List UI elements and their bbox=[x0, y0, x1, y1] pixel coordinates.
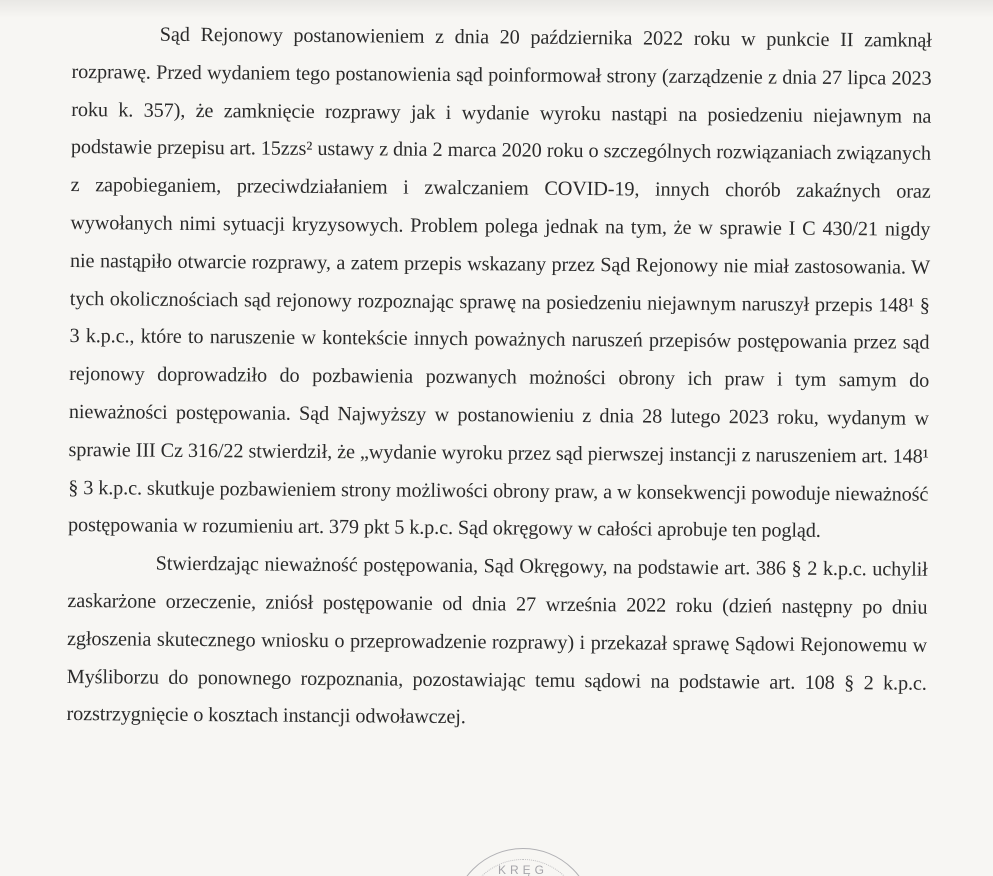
scan-shadow bbox=[0, 0, 993, 18]
paragraph-decision: Stwierdzając nieważność postępowania, Sąd Okręgowy, na podstawie art. 386 § 2 k.p.c. uchylił zaskarżone orzeczenie, zniósł postępowanie od dnia 27 września 2022 roku (dzień następny po dniu zgłoszenia skutecznego wniosku o przeprowadzenie rozprawy) i przekazał sprawę Sądowi Rejonowemu w Myśliborzu do ponownego rozpoznania, pozostawiając temu sądowi na podstawie art. 108 § 2 k.p.c. rozstrzygnięcie o kosztach instancji odwoławczej. bbox=[66, 552, 928, 729]
judgment-text bbox=[66, 16, 932, 741]
court-seal-text: KRĘG bbox=[497, 863, 548, 876]
court-seal bbox=[452, 848, 594, 876]
paragraph-reasoning: Sąd Rejonowy postanowieniem z dnia 20 października 2022 roku w punkcie II zamknął rozprawę. Przed wydaniem tego postanowienia sąd poinformował strony (zarządzenie z dnia 27 lipca 2023 roku k. 357), że zamknięcie rozprawy jak i wydanie wyroku nastąpi na posiedzeniu niejawnym na podstawie przepisu art. 15zzs² ustawy z dnia 2 marca 2020 roku o szczególnych rozwiązaniach związanych z zapobieganiem, przeciwdziałaniem i zwalczaniem COVID-19, innych chorób zakaźnych oraz wywołanych nimi sytuacji kryzysowych. Problem polega jednak na tym, że w sprawie I C 430/21 nigdy nie nastąpiło otwarcie rozprawy, a zatem przepis wskazany przez Sąd Rejonowy nie miał zastosowania. W tych okolicznościach sąd rejonowy rozpoznając sprawę na posiedzeniu niejawnym naruszył przepis 148¹ § 3 k.p.c., które to naruszenie w kontekście innych poważnych naruszeń przepisów postępowania przez sąd rejonowy doprowadziło do pozbawienia pozwanych możności obrony ich praw i tym samym do nieważności postępowania. Sąd Najwyższy w postanowieniu z dnia 28 lutego 2023 roku, wydanym w sprawie III Cz 316/22 stwierdził, że „wydanie wyroku przez sąd pierwszej instancji z naruszeniem art. 148¹ § 3 k.p.c. skutkuje pozbawieniem strony możliwości obrony praw, a w konsekwencji powoduje nieważność postępowania w rozumieniu art. 379 pkt 5 k.p.c. Sąd okręgowy w całości aprobuje ten pogląd. bbox=[67, 23, 932, 543]
